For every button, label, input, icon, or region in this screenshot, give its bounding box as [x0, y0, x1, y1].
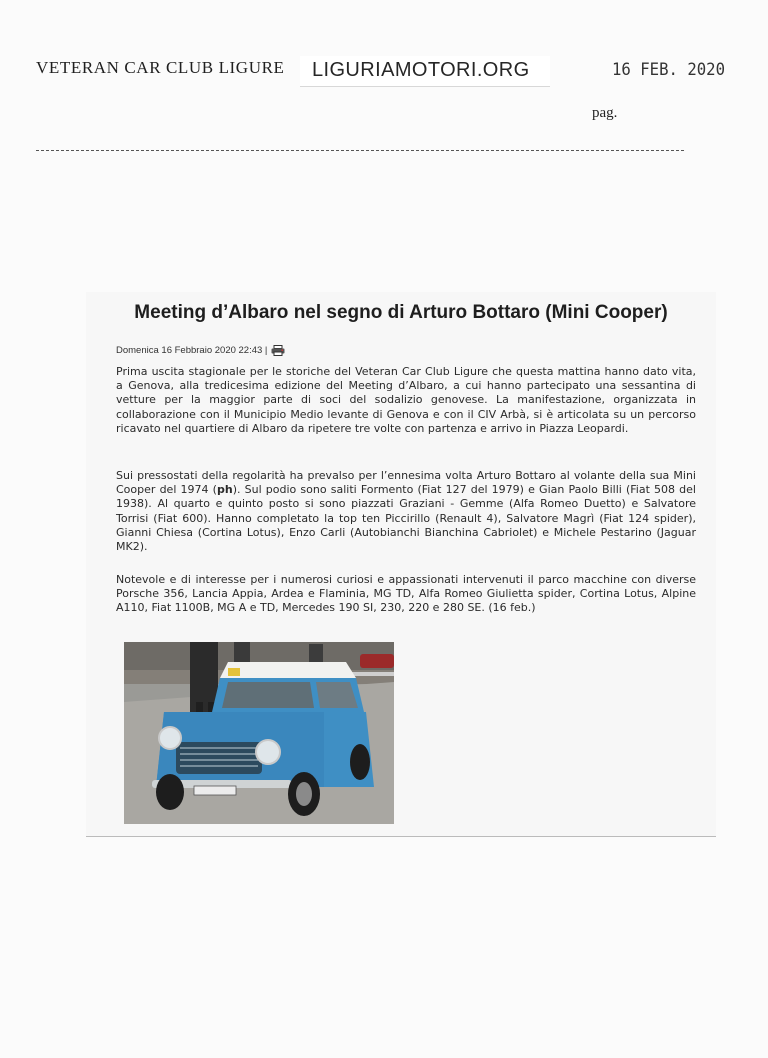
article-date: Domenica 16 Febbraio 2020 22:43 | — [116, 345, 268, 356]
article-paragraph-1: Prima uscita stagionale per le storiche del Veteran Car Club Ligure che questa mattina hanno dato vita, a Genova, alla tredicesima edizione del Meeting d’Albaro, a cui hanno partecipato una sessantina di vetture per la maggior parte di soci del sodalizio genovese. La manifestazione, organizzata in collaborazione con il Municipio Medio levante di Genova e con il CIV Arbà, si è articolata su un percorso ricavato nel quartiere di Albaro da ripetere tre volte con partenza e arrivo in Piazza Leopardi. — [116, 365, 696, 435]
article-photo — [124, 642, 394, 824]
mini-cooper-photo-illustration — [124, 642, 394, 824]
date-stamp: 16 FEB. 2020 — [612, 60, 726, 80]
dashed-divider — [36, 150, 684, 151]
paragraph-2-text-b: ). Sul podio sono saliti Formento (Fiat 127 del 1979) e Gian Paolo Billi (Fiat 508 del 1938). Al quarto e quinto posto si sono piazzati Graziani - Gemme (Alfa Romeo Duetto) e Salvatore Torrisi (Fiat 600). Hanno completato la top ten Piccirillo (Renault 4), Salvatore Magrì (Fiat 124 spider), Gianni Chiesa (Cortina Lotus), Enzo Carli (Autobianchi Bianchina Cabriolet) e Michele Pestarino (Jaguar MK2). — [116, 483, 696, 554]
photo-credit-abbrev: ph — [216, 483, 233, 497]
article-title: Meeting d’Albaro nel segno di Arturo Bottaro (Mini Cooper) — [134, 302, 668, 323]
article-meta — [116, 345, 285, 356]
site-name: LIGURIAMOTORI.ORG — [312, 59, 530, 81]
clipping-bottom-rule — [86, 836, 716, 837]
paragraph-2-text-a: Sui pressostati della regolarità ha prevalso per l’ennesima volta Arturo Bottaro al volante della sua Mini Cooper del 1974 ( — [116, 469, 696, 497]
site-name-box — [300, 56, 550, 87]
article-paragraph-3: Notevole e di interesse per i numerosi curiosi e appassionati intervenuti il parco macchine con diverse Porsche 356, Lancia Appia, Ardea e Flaminia, MG TD, Alfa Romeo Giulietta spider, Cortina Lotus, Alpine A110, Fiat 1100B, MG A e TD, Mercedes 190 SI, 230, 220 e 280 SE. (16 feb.) — [116, 573, 696, 615]
article-paragraph-2 — [116, 469, 696, 554]
club-name: VETERAN CAR CLUB LIGURE — [36, 58, 285, 77]
printer-icon[interactable] — [271, 345, 285, 356]
page-label: pag. — [592, 105, 618, 121]
